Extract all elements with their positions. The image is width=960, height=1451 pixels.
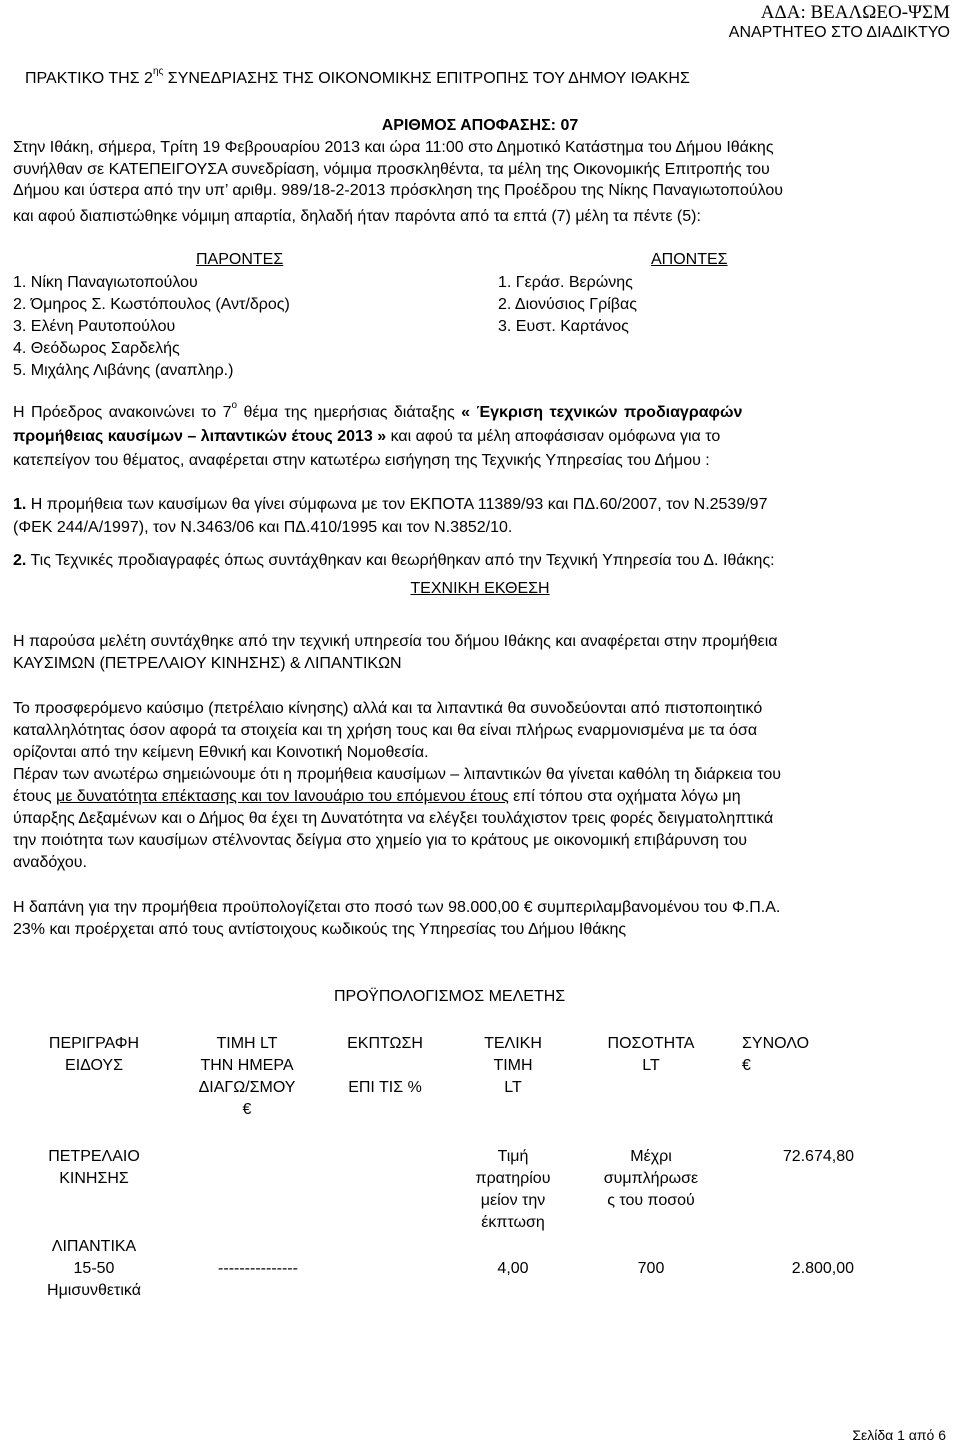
report-text: καταλληλότητας όσον αφορά τα στοιχεία και τη χρήση τους και θα είναι πλήρως εναρμονισμένα με τα όσα — [13, 722, 758, 739]
report-text: έτους με δυνατότητα επέκτασης και τον Ιανουάριο του επόμενου έτους επί τόπου στα οχήματα λόγω μη — [13, 788, 741, 805]
absent-member: 3. Ευστ. Καρτάνος — [498, 318, 629, 335]
table-cell-final: 4,00 — [497, 1260, 529, 1277]
report-text: ύπαρξης Δεξαμένων και ο Δήμος θα έχει τη Δυνατότητα να ελέγξει τουλάχιστον τρεις φορές δειγματοληπτικά — [13, 810, 774, 827]
decision-number: ΑΡΙΘΜΟΣ ΑΠΟΦΑΣΗΣ: 07 — [381, 117, 579, 134]
report-text: Η παρούσα μελέτη συντάχθηκε από την τεχνική υπηρεσία του δήμου Ιθάκης και αναφέρεται στην προμήθεια — [13, 633, 778, 650]
table-cell-item: ΠΕΤΡΕΛΑΙΟ ΚΙΝΗΣΗΣ — [48, 1148, 140, 1187]
column-header: ΤΕΛΙΚΗ ΤΙΜΗ LT — [484, 1035, 542, 1096]
report-text: Πέραν των ανωτέρω σημειώνουμε ότι η προμήθεια καυσίμων – λιπαντικών θα γίνεται καθόλη τη διάρκεια του — [13, 766, 781, 783]
agenda-line: προμήθειας καυσίμων – λιπαντικών έτους 2013 » και αφού τα μέλη αποφάσισαν ομόφωνα για το — [13, 428, 721, 445]
table-cell-final: Τιμή πρατηρίου μείον την έκπτωση — [475, 1148, 551, 1231]
column-header: ΠΟΣΟΤΗΤΑ LT — [607, 1035, 695, 1074]
item-1: 1. Η προμήθεια των καυσίμων θα γίνει σύμφωνα με τον ΕΚΠΟΤΑ 11389/93 και ΠΔ.60/2007, τον Ν.2539/97 — [13, 496, 768, 513]
ada-code: ΑΔΑ: ΒΕΑΛΩΕΟ-ΨΣΜ — [760, 2, 950, 23]
column-header: ΕΚΠΤΩΣΗ ΕΠΙ ΤΙΣ % — [347, 1035, 423, 1096]
absent-header: ΑΠΟΝΤΕΣ — [651, 251, 728, 268]
table-cell-total: 2.800,00 — [791, 1260, 854, 1277]
intro-line: και αφού διαπιστώθηκε νόμιμη απαρτία, δηλαδή ήταν παρόντα από τα επτά (7) μέλη τα πέντε (5): — [13, 208, 701, 225]
page-number: Σελίδα 1 από 6 — [852, 1427, 946, 1443]
table-cell-price: --------------- — [218, 1260, 298, 1277]
report-text: 23% και προέρχεται από τους αντίστοιχους κωδικούς της Υπηρεσίας του Δήμου Ιθάκης — [13, 921, 627, 938]
table-cell-total: 72.674,80 — [782, 1148, 854, 1165]
page-title: ΠΡΑΚΤΙΚΟ ΤΗΣ $2^{\eta\varsigma}$ ΣΥΝΕΔΡΙΑΣΗΣ ΤΗΣ ΟΙΚΟΝΟΜΙΚΗΣ ΕΠΙΤΡΟΠΗΣ ΤΟΥ ΔΗΜΟΥ ΙΘΑΚΗΣ — [25, 66, 690, 87]
posting-note: ΑΝΑΡΤΗΤΕΟ ΣΤΟ ΔΙΑΔΙΚΤΥΟ — [728, 24, 950, 41]
report-text: ΚΑΥΣΙΜΩΝ (ΠΕΤΡΕΛΑΙΟΥ ΚΙΝΗΣΗΣ) & ΛΙΠΑΝΤΙΚΩΝ — [13, 655, 402, 672]
report-text: την ποιότητα των καυσίμων στέλνοντας δείγμα στο χημείο για το κράτους με οικονομική επιβάρυνση του — [13, 832, 748, 849]
table-cell-qty: 700 — [637, 1260, 665, 1277]
column-header: ΣΥΝΟΛΟ € — [742, 1035, 810, 1074]
report-text: αναδόχου. — [13, 854, 87, 871]
report-text: Η δαπάνη για την προμήθεια προϋπολογίζεται στο ποσό των 98.000,00 € συμπεριλαμβανομένου του Φ.Π.Α. — [13, 899, 781, 916]
absent-member: 2. Διονύσιος Γρίβας — [498, 296, 637, 313]
intro-line: Δήμου και ύστερα από την υπ’ αριθμ. 989/18-2-2013 πρόσκληση της Προέδρου της Νίκης Παναγιωτοπούλου — [13, 182, 784, 199]
present-member: 1. Νίκη Παναγιωτοπούλου — [13, 274, 198, 291]
present-member: 3. Ελένη Ραυτοπούλου — [13, 318, 176, 335]
report-text: Το προσφερόμενο καύσιμο (πετρέλαιο κίνησης) αλλά και τα λιπαντικά θα συνοδεύονται από πιστοποιητικό — [13, 700, 763, 717]
intro-line: συνήλθαν σε ΚΑΤΕΠΕΙΓΟΥΣΑ συνεδρίαση, νόμιμα προσκληθέντα, τα μέλη της Οικονομικής Επιτροπής του — [13, 161, 770, 178]
column-header: ΠΕΡΙΓΡΑΦΗ ΕΙΔΟΥΣ — [48, 1035, 140, 1074]
item-2: 2. Τις Τεχνικές προδιαγραφές όπως συντάχθηκαν και θεωρήθηκαν από την Τεχνική Υπηρεσία του Δ. Ιθάκης: — [13, 552, 775, 569]
agenda-line: κατεπείγον του θέματος, αναφέρεται στην κατωτέρω εισήγηση της Τεχνικής Υπηρεσίας του Δήμου : — [13, 452, 710, 469]
report-title: ΤΕΧΝΙΚΗ ΕΚΘΕΣΗ — [410, 580, 550, 597]
agenda-line: Η Πρόεδρος ανακοινώνει το $7^o$ θέμα της ημερήσιας διάταξης « Έγκριση τεχνικών προδιαγραφών — [13, 400, 743, 421]
table-cell-item: ΛΙΠΑΝΤΙΚΑ 15-50 Ημισυνθετικά — [47, 1238, 141, 1299]
report-text: ορίζονται από την κείμενη Εθνική και Κοινοτική Νομοθεσία. — [13, 744, 429, 761]
present-member: 4. Θεόδωρος Σαρδελής — [13, 340, 180, 357]
table-cell-qty: Μέχρι συμπλήρωσε ς του ποσού — [603, 1148, 699, 1209]
present-member: 5. Μιχάλης Λιβάνης (αναπληρ.) — [13, 362, 234, 379]
item-1-cont: (ΦΕΚ 244/Α/1997), τον Ν.3463/06 και ΠΔ.410/1995 και τον Ν.3852/10. — [13, 519, 513, 536]
absent-member: 1. Γεράσ. Βερώνης — [498, 274, 633, 291]
budget-title: ΠΡΟΫΠΟΛΟΓΙΣΜΟΣ ΜΕΛΕΤΗΣ — [334, 988, 566, 1005]
present-header: ΠΑΡΟΝΤΕΣ — [196, 251, 284, 268]
intro-line: Στην Ιθάκη, σήμερα, Τρίτη 19 Φεβρουαρίου 2013 και ώρα 11:00 στο Δημοτικό Κατάστημα του Δήμου Ιθάκης — [13, 139, 774, 156]
present-member: 2. Όμηρος Σ. Κωστόπουλος (Αντ/δρος) — [13, 296, 290, 313]
column-header: ΤΙΜΗ LT ΤΗΝ ΗΜΕΡΑ ΔΙΑΓΩ/ΣΜΟΥ € — [198, 1035, 296, 1118]
